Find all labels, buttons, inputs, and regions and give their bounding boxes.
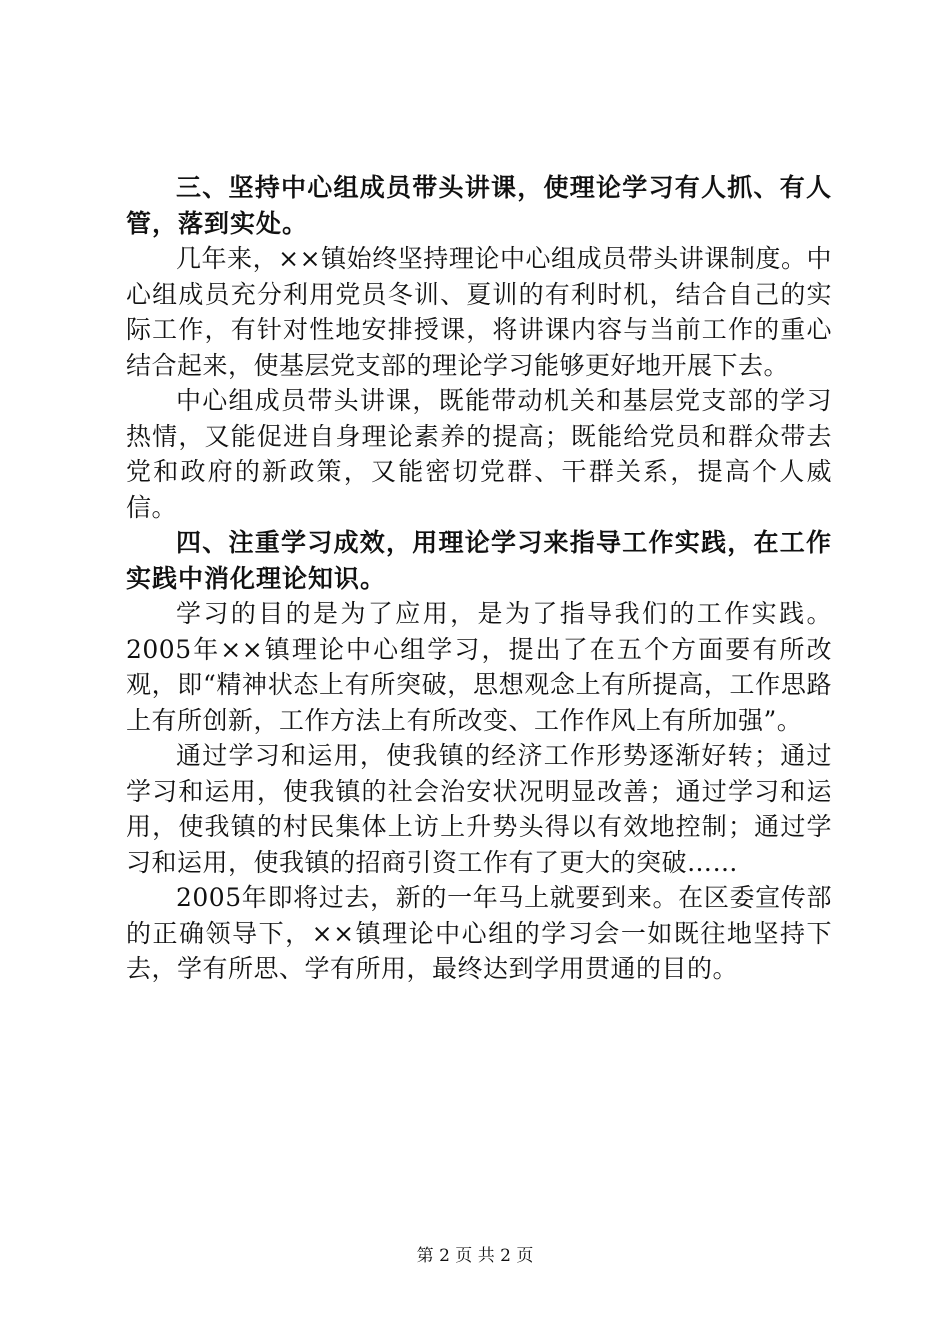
section-heading-4: 四、注重学习成效，用理论学习来指导工作实践，在工作实践中消化理论知识。	[126, 528, 832, 593]
section-heading-3: 三、坚持中心组成员带头讲课，使理论学习有人抓、有人管，落到实处。	[126, 173, 832, 238]
body-paragraph: 学习的目的是为了应用，是为了指导我们的工作实践。2005年××镇理论中心组学习，提出了在五个方面要有所改观，即“精神状态上有所突破，思想观念上有所提高，工作思路上有所创新，工作方法上有所改变、工作作风上有所加强”。	[126, 599, 832, 735]
body-paragraph: 通过学习和运用，使我镇的经济工作形势逐渐好转；通过学习和运用，使我镇的社会治安状况明显改善；通过学习和运用，使我镇的村民集体上访上升势头得以有效地控制；通过学习和运用，使我镇的招商引资工作有了更大的突破……	[126, 741, 832, 877]
page-footer: 第 2 页 共 2 页	[416, 1246, 534, 1266]
body-paragraph: 2005年即将过去，新的一年马上就要到来。在区委宣传部的正确领导下，××镇理论中心组的学习会一如既往地坚持下去，学有所思、学有所用，最终达到学用贯通的目的。	[126, 883, 832, 983]
document-body	[126, 170, 832, 987]
body-paragraph: 几年来，××镇始终坚持理论中心组成员带头讲课制度。中心组成员充分利用党员冬训、夏训的有利时机，结合自己的实际工作，有针对性地安排授课，将讲课内容与当前工作的重心结合起来，使基层党支部的理论学习能够更好地开展下去。	[126, 244, 832, 380]
body-paragraph: 中心组成员带头讲课，既能带动机关和基层党支部的学习热情，又能促进自身理论素养的提高；既能给党员和群众带去党和政府的新政策，又能密切党群、干群关系，提高个人威信。	[126, 386, 832, 522]
